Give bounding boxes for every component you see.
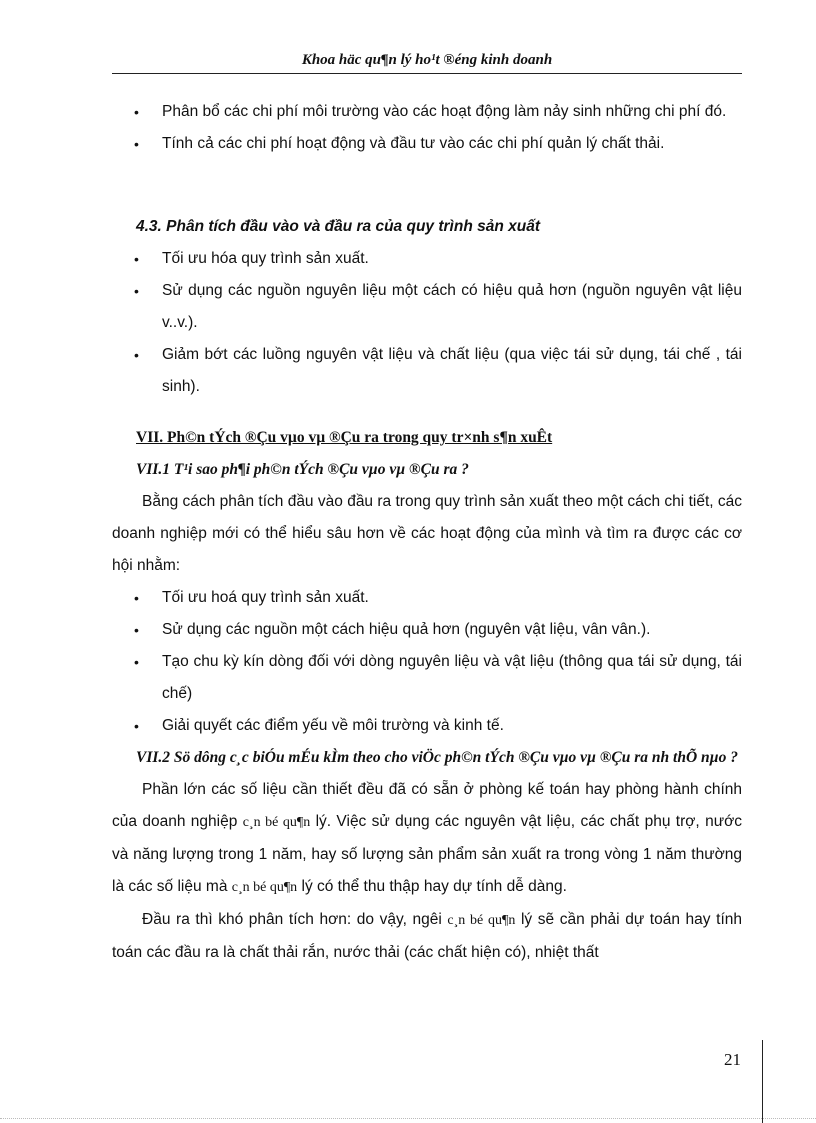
list-item: • Sử dụng các nguồn nguyên liệu một cách có hiệu quả hơn (nguồn nguyên vật liệu v..v.). (112, 275, 742, 339)
running-header: Khoa häc qu¶n lý ho¹t ®éng kinh doanh (301, 52, 553, 68)
header-divider (112, 73, 742, 74)
bullet-icon: • (134, 590, 139, 606)
list-item: • Giải quyết các điểm yếu về môi trường và kinh tế. (112, 710, 742, 742)
bullet-icon: • (134, 251, 139, 267)
paragraph: Phần lớn các số liệu cần thiết đều đã có sẵn ở phòng kế toán hay phòng hành chính của doanh nghiệp c¸n bé qu¶n lý. Việc sử dụng các nguyên vật liệu, các chất phụ trợ, nước và năng lượng trong 1 năm, hay số lượng sản phẩm sản xuất ra trong vòng 1 năm thường là các số liệu mà c¸n bé qu¶n lý có thể thu thập hay dự tính dễ dàng. (112, 781, 742, 895)
list-item: • Tạo chu kỳ kín dòng đối với dòng nguyên liệu và vật liệu (thông qua tái sử dụng, tái chế) (112, 646, 742, 710)
paragraph: Bằng cách phân tích đầu vào đầu ra trong quy trình sản xuất theo một cách chi tiết, các doanh nghiệp mới có thể hiểu sâu hơn về các hoạt động của mình và tìm ra được các cơ hội nhằm: (112, 493, 742, 574)
list-item: • Sử dụng các nguồn một cách hiệu quả hơn (nguyên vật liệu, vân vân.). (112, 614, 742, 646)
bullet-icon: • (134, 718, 139, 734)
page-number: 21 (724, 1050, 741, 1069)
list-item: • Tính cả các chi phí hoạt động và đầu tư vào các chi phí quản lý chất thải. (112, 128, 742, 160)
footer-rule (762, 1040, 763, 1123)
list-item: • Tối ưu hoá quy trình sản xuất. (112, 582, 742, 614)
section-vii (112, 422, 742, 969)
list-item: • Phân bổ các chi phí môi trường vào các hoạt động làm nảy sinh những chi phí đó. (112, 96, 742, 128)
bullet-list-costs (112, 96, 742, 160)
list-item: • Tối ưu hóa quy trình sản xuất. (112, 243, 742, 275)
bullet-icon: • (134, 622, 139, 638)
list-item: • Giảm bớt các luồng nguyên vật liệu và chất liệu (qua việc tái sử dụng, tái chế , tái sinh). (112, 339, 742, 403)
bullet-icon: • (134, 347, 139, 363)
bullet-icon: • (134, 136, 139, 152)
subsection-heading: VII.2 Sö dông c¸c biÓu mÉu kÌm theo cho viÖc ph©n tÝch ®Çu vµo vµ ®Çu ra nh thÕ nµo ? (136, 749, 738, 766)
bullet-icon: • (134, 104, 139, 120)
section-heading: VII. Ph©n tÝch ®Çu vµo vµ ®Çu ra trong quy tr×nh s¶n xuÊt (136, 429, 553, 446)
section-heading: 4.3. Phân tích đầu vào và đầu ra của quy trình sản xuất (136, 218, 540, 235)
section-4-3 (112, 211, 742, 403)
page-edge (0, 1118, 816, 1119)
bullet-icon: • (134, 283, 139, 299)
bullet-icon: • (134, 654, 139, 670)
subsection-heading: VII.1 T¹i sao ph¶i ph©n tÝch ®Çu vµo vµ ®Çu ra ? (136, 461, 469, 478)
paragraph: Đầu ra thì khó phân tích hơn: do vậy, ngêi c¸n bé qu¶n lý sẽ cần phải dự toán hay tính toán các đầu ra là chất thải rắn, nước thải (các chất hiện có), nhiệt thất (112, 911, 742, 961)
